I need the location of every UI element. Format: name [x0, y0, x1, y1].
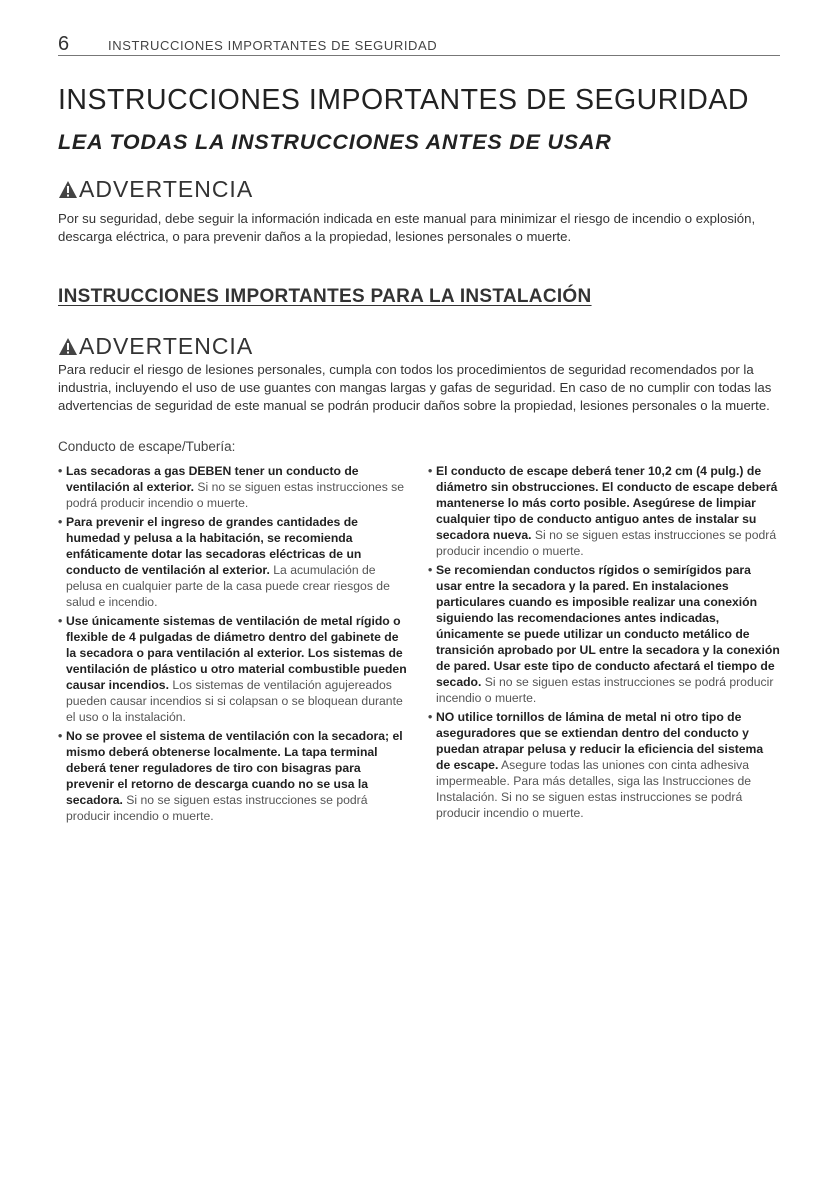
- bullet-dot: •: [428, 464, 433, 478]
- left-bullet-list: [58, 463, 410, 827]
- page-number: 6: [58, 33, 70, 55]
- bullet-text: Si no se siguen estas instrucciones se podrá producir incendio o muerte.: [66, 793, 368, 823]
- list-item: [58, 613, 410, 725]
- bullet-text: Asegure todas las uniones con cinta adhesiva impermeable. Para más detalles, siga las Instrucciones de Instalación. Si no se siguen estas instrucciones se podrá producir incendio o muerte.: [436, 758, 751, 820]
- warning-text-1: Por su seguridad, debe seguir la información indicada en este manual para minimizar el riesgo de incendio o explosión, descarga eléctrica, o para prevenir daños a la propiedad, lesiones personales o muerte.: [58, 211, 756, 244]
- warning-heading-label: ADVERTENCIA: [79, 333, 254, 359]
- warning-triangle-icon: [58, 180, 78, 199]
- list-item: [58, 463, 410, 511]
- bullet-text: Si no se siguen estas instrucciones se podrá producir incendio o muerte.: [436, 528, 777, 558]
- bullet-dot: •: [428, 563, 433, 577]
- warning-heading-label: ADVERTENCIA: [79, 176, 254, 202]
- bullet-dot: •: [428, 710, 433, 724]
- bullet-dot: •: [58, 729, 63, 743]
- page-title: INSTRUCCIONES IMPORTANTES DE SEGURIDAD: [58, 84, 749, 116]
- bullet-text: La acumulación de pelusa en cualquier parte de la casa puede crear riesgos de salud e incendio.: [66, 563, 390, 609]
- bullet-dot: •: [58, 464, 63, 478]
- list-item: [428, 709, 780, 821]
- bullet-dot: •: [58, 515, 63, 529]
- list-item: [58, 728, 410, 824]
- section-heading: INSTRUCCIONES IMPORTANTES PARA LA INSTALACIÓN: [58, 286, 592, 307]
- bullet-bold-text: El conducto de escape deberá tener 10,2 cm (4 pulg.) de diámetro sin obstrucciones. El conducto de escape deberá mantenerse lo más corto posible. Asegúrese de limpiar cualquier tipo de conducto antiguo antes de instalar su secadora nueva.: [436, 464, 778, 542]
- warning-heading-1: [58, 176, 253, 203]
- bullet-text: Los sistemas de ventilación agujereados pueden causar incendios si si colapsan o se bloquean durante el uso o la instalación.: [66, 678, 403, 724]
- warning-text-2: Para reducir el riesgo de lesiones personales, cumpla con todos los procedimientos de seguridad recomendados por la industria, incluyendo el uso de use guantes con mangas largas y gafas de seguridad. En caso de no cumplir con todas las advertencias de seguridad de este manual se podrán producir daños sobre la propiedad, lesiones personales o la muerte.: [58, 362, 772, 413]
- running-title: INSTRUCCIONES IMPORTANTES DE SEGURIDAD: [108, 38, 438, 53]
- vent-label: Conducto de escape/Tubería:: [58, 439, 236, 454]
- bullet-text: Si no se siguen estas instrucciones se podrá producir incendio o muerte.: [436, 675, 774, 705]
- bullet-bold-text: NO utilice tornillos de lámina de metal ni otro tipo de aseguradores que se extiendan dentro del conducto y puedan atrapar pelusa y reducir la eficiencia del sistema de escape.: [436, 710, 764, 772]
- page-subtitle: LEA TODAS LA INSTRUCCIONES ANTES DE USAR: [58, 130, 612, 154]
- bullet-text: Si no se siguen estas instrucciones se podrá producir incendio o muerte.: [66, 480, 405, 510]
- list-item: [428, 562, 780, 706]
- right-bullet-list: [428, 463, 780, 824]
- running-header: [58, 31, 780, 57]
- bullet-dot: •: [58, 614, 63, 628]
- bullet-bold-text: No se provee el sistema de ventilación con la secadora; el mismo deberá obtenerse localmente. La tapa terminal deberá tener reguladores de tiro con bisagras para prevenir el retorno de descarga cuando no se usa la secadora.: [66, 729, 403, 807]
- bullet-bold-text: Para prevenir el ingreso de grandes cantidades de humedad y pelusa a la habitación, se recomienda enfáticamente dotar las secadoras eléctricas de un conducto de ventilación al exterior.: [66, 515, 362, 577]
- bullet-bold-text: Se recomiendan conductos rígidos o semirígidos para usar entre la secadora y la pared. En instalaciones particulares cuando es imposible realizar una conexión siguiendo las recomendaciones antes indicadas, únicamente se puede utilizar un conducto metálico de transición aprobado por UL entre la secadora y la conexión de pared. Usar este tipo de conducto afectará el tiempo de secado.: [436, 563, 780, 689]
- warning-triangle-icon: [58, 337, 78, 356]
- list-item: [428, 463, 780, 559]
- header-divider: [58, 55, 780, 56]
- bullet-bold-text: Las secadoras a gas DEBEN tener un conducto de ventilación al exterior.: [66, 464, 359, 494]
- bullet-bold-text: Use únicamente sistemas de ventilación de metal rígido o flexible de 4 pulgadas de diámetro dentro del gabinete de la secadora o para ventilación al exterior. Los sistemas de ventilación de plástico u otro material combustible pueden causar incendios.: [66, 614, 407, 692]
- warning-heading-2: [58, 333, 253, 360]
- list-item: [58, 514, 410, 610]
